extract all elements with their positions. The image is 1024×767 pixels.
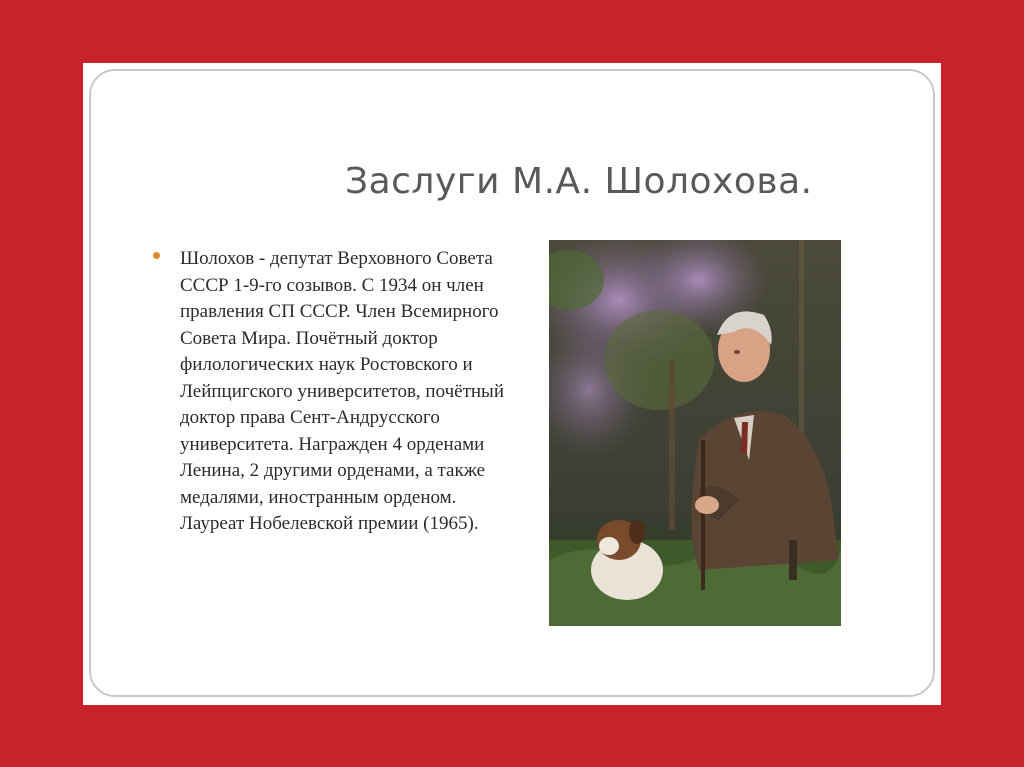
bullet-item <box>153 246 513 538</box>
portrait-photo <box>549 240 841 626</box>
bullet-text: Шолохов - депутат Верховного Совета СССР 1-9-го созывов. С 1934 он член правления СП СССР. Член Всемирного Совета Мира. Почётный доктор филологических наук Ростовского и Лейпцигского университетов, почётный доктор права Сент-Андрусского университета. Награжден 4 орденами Ленина, 2 другими орденами, а также медалями, иностранным орденом. Лауреат Нобелевской премии (1965). <box>180 248 504 534</box>
slide-title: Заслуги М.А. Шолохова. <box>345 161 813 202</box>
slide <box>83 63 941 705</box>
bullet-list <box>153 246 513 538</box>
bullet-dot-icon <box>153 252 160 259</box>
